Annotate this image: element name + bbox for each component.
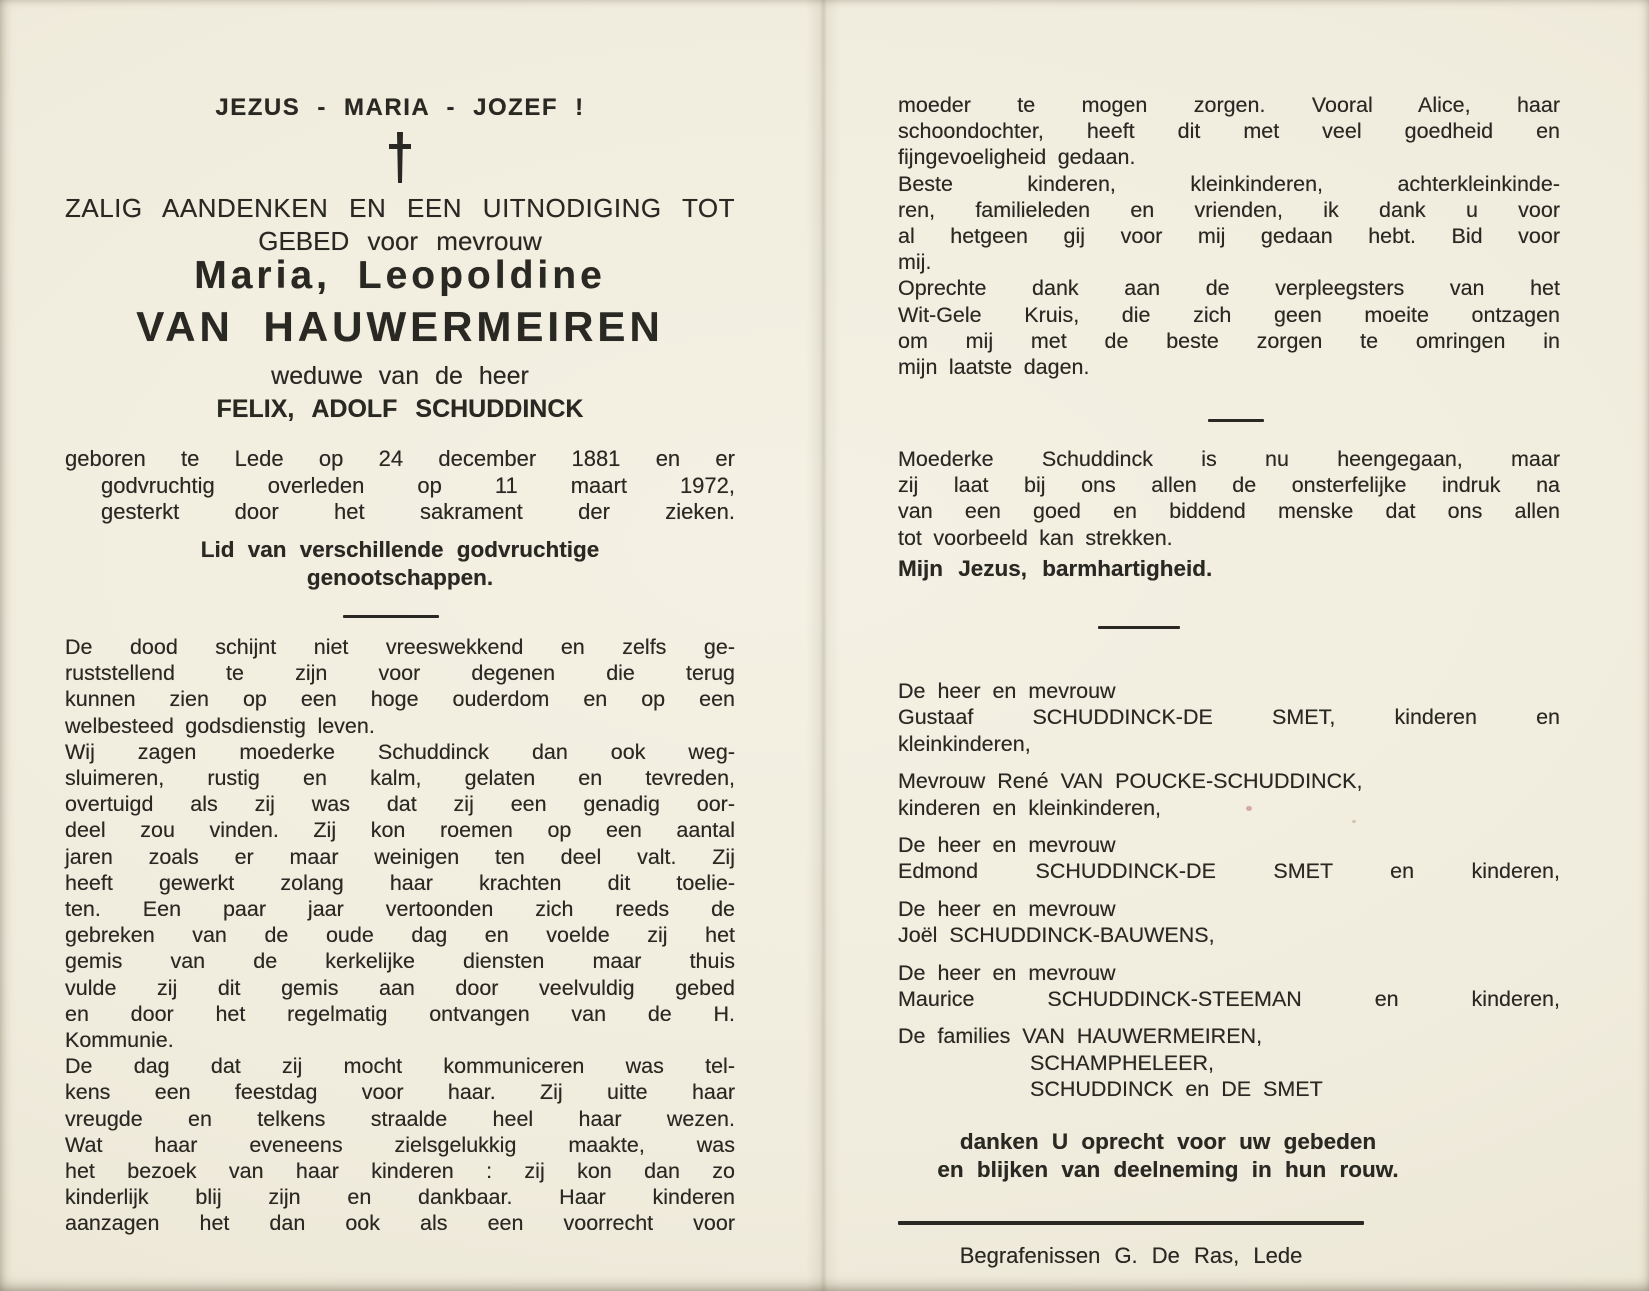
family-line: Mevrouw René VAN POUCKE-SCHUDDINCK,: [898, 769, 1363, 794]
body-line: Wit-Gele Kruis, die zich geen moeite ontzagen: [898, 302, 1560, 327]
family-line: SCHAMPHELEER,: [1030, 1050, 1214, 1075]
family-line: SCHUDDINCK en DE SMET: [1030, 1077, 1323, 1102]
body-line: sluimeren, rustig en kalm, gelaten en tevreden,: [65, 766, 735, 791]
vitals-line: gesterkt door het sakrament der zieken.: [101, 499, 735, 524]
family-line: De heer en mevrouw: [898, 679, 1116, 703]
membership-block: [65, 536, 735, 591]
body-line: ruststellend te zijn voor degenen die terug: [65, 661, 735, 686]
family-list: [898, 678, 1560, 1103]
family-line: De heer en mevrouw: [898, 896, 1116, 921]
right-page: [898, 0, 1560, 1291]
body-line: en door het regelmatig ontvangen van de H.: [65, 1001, 735, 1026]
body-line: Oprechte dank aan de verpleegsters van het: [898, 276, 1560, 301]
body-line: welbesteed godsdienstig leven.: [65, 713, 375, 738]
body-line: kens een feestdag voor haar. Zij uitte haar: [65, 1080, 735, 1105]
body-line: Moederke Schuddinck is nu heengegaan, maar: [898, 447, 1560, 471]
paper-speck: [1246, 806, 1252, 811]
body-line: tot voorbeeld kan strekken.: [898, 525, 1173, 550]
relation-line: weduwe van de heer: [271, 362, 529, 390]
intro-line-2: GEBED voor mevrouw: [258, 226, 542, 256]
body-line: ten. Een paar jaar vertoonden zich reeds de: [65, 897, 735, 922]
birth-death-block: [65, 446, 735, 526]
undertaker-line: Begrafenissen G. De Ras, Lede: [959, 1243, 1303, 1268]
body-line: aanzagen het dan ook als een voorrecht voor: [65, 1211, 735, 1236]
family-line: De families VAN HAUWERMEIREN,: [898, 1024, 1263, 1049]
deceased-surname: VAN HAUWERMEIREN: [136, 303, 664, 350]
family-line: kinderen en kleinkinderen,: [898, 795, 1161, 820]
section-divider: [343, 615, 439, 618]
prayer-line: Mijn Jezus, barmhartigheid.: [898, 556, 1213, 581]
right-body-text-2: [898, 446, 1560, 551]
body-line: Wij zagen moederke Schuddinck dan ook weg-: [65, 739, 735, 764]
family-line: Maurice SCHUDDINCK-STEEMAN en kinderen,: [898, 987, 1560, 1012]
paper-speck: [1352, 820, 1356, 823]
body-line: moeder te mogen zorgen. Vooral Alice, haar: [898, 93, 1560, 117]
husband-name: FELIX, ADOLF SCHUDDINCK: [216, 395, 584, 423]
intro-line-1: ZALIG AANDENKEN EN EEN UITNODIGING TOT: [65, 193, 735, 223]
body-line: mij.: [898, 250, 932, 275]
family-line: kleinkinderen,: [898, 731, 1031, 756]
left-body-text: [65, 634, 735, 1237]
body-line: deel zou vinden. Zij kon roemen op een aantal: [65, 818, 735, 843]
body-line: vreugde en telkens straalde heel haar wezen.: [65, 1106, 735, 1131]
membership-line: Lid van verschillende godvruchtige: [200, 537, 600, 562]
body-line: gebreken van de oude dag en voelde zij het: [65, 923, 735, 948]
vitals-line: geboren te Lede op 24 december 1881 en er: [65, 446, 735, 471]
section-divider: [1208, 419, 1264, 422]
thanks-block: [918, 1128, 1418, 1183]
body-line: kunnen zien op een hoge ouderdom en op een: [65, 687, 735, 712]
body-line: gemis van de kerkelijke diensten maar thuis: [65, 949, 735, 974]
family-line: De heer en mevrouw: [898, 960, 1116, 985]
center-fold: [806, 0, 840, 1291]
body-line: ren, familieleden en vrienden, ik dank u voor: [898, 197, 1560, 222]
body-line: De dag dat zij mocht kommuniceren was tel-: [65, 1054, 735, 1079]
body-line: Beste kinderen, kleinkinderen, achterkleinkinde-: [898, 171, 1560, 196]
body-line: van een goed en biddend menske dat ons allen: [898, 499, 1560, 524]
body-line: vulde zij dit gemis aan door veelvuldig gebed: [65, 975, 735, 1000]
membership-line: genootschappen.: [306, 564, 494, 590]
body-line: jaren zoals er maar weinigen ten deel valt. Zij: [65, 844, 735, 869]
family-line: De heer en mevrouw: [898, 833, 1116, 858]
footer-rule: [898, 1221, 1364, 1225]
deceased-first-names: Maria, Leopoldine: [194, 254, 606, 297]
cross-icon: [65, 132, 735, 189]
right-body-text-1: [898, 92, 1560, 380]
body-line: Wat haar eveneens zielsgelukkig maakte, was: [65, 1132, 735, 1157]
body-line: zij laat bij ons allen de onsterfelijke indruk na: [898, 473, 1560, 498]
body-line: kinderlijk blij zijn en dankbaar. Haar kinderen: [65, 1185, 735, 1210]
body-line: overtuigd als zij was dat zij een genadig oor-: [65, 792, 735, 817]
family-line: Edmond SCHUDDINCK-DE SMET en kinderen,: [898, 859, 1560, 884]
section-divider: [1098, 626, 1180, 629]
body-line: mijn laatste dagen.: [898, 355, 1090, 380]
body-line: heeft gewerkt zolang haar krachten dit toelie-: [65, 870, 735, 895]
body-line: Kommunie.: [65, 1028, 174, 1053]
body-line: al hetgeen gij voor mij gedaan hebt. Bid voor: [898, 224, 1560, 249]
invocation-line: JEZUS - MARIA - JOZEF !: [215, 94, 585, 121]
thanks-line: danken U oprecht voor uw gebeden: [959, 1129, 1377, 1154]
family-line: Gustaaf SCHUDDINCK-DE SMET, kinderen en: [898, 705, 1560, 730]
body-line: fijngevoeligheid gedaan.: [898, 145, 1136, 170]
left-page: [65, 0, 735, 1291]
thanks-line: en blijken van deelneming in hun rouw.: [937, 1156, 1399, 1182]
body-line: om mij met de beste zorgen te omringen in: [898, 328, 1560, 353]
vitals-line: godvruchtig overleden op 11 maart 1972,: [101, 472, 735, 498]
body-line: schoondochter, heeft dit met veel goedheid en: [898, 119, 1560, 144]
family-line: Joël SCHUDDINCK-BAUWENS,: [898, 923, 1215, 948]
body-line: het bezoek van haar kinderen : zij kon dan zo: [65, 1159, 735, 1184]
body-line: De dood schijnt niet vreeswekkend en zelfs ge-: [65, 635, 735, 659]
